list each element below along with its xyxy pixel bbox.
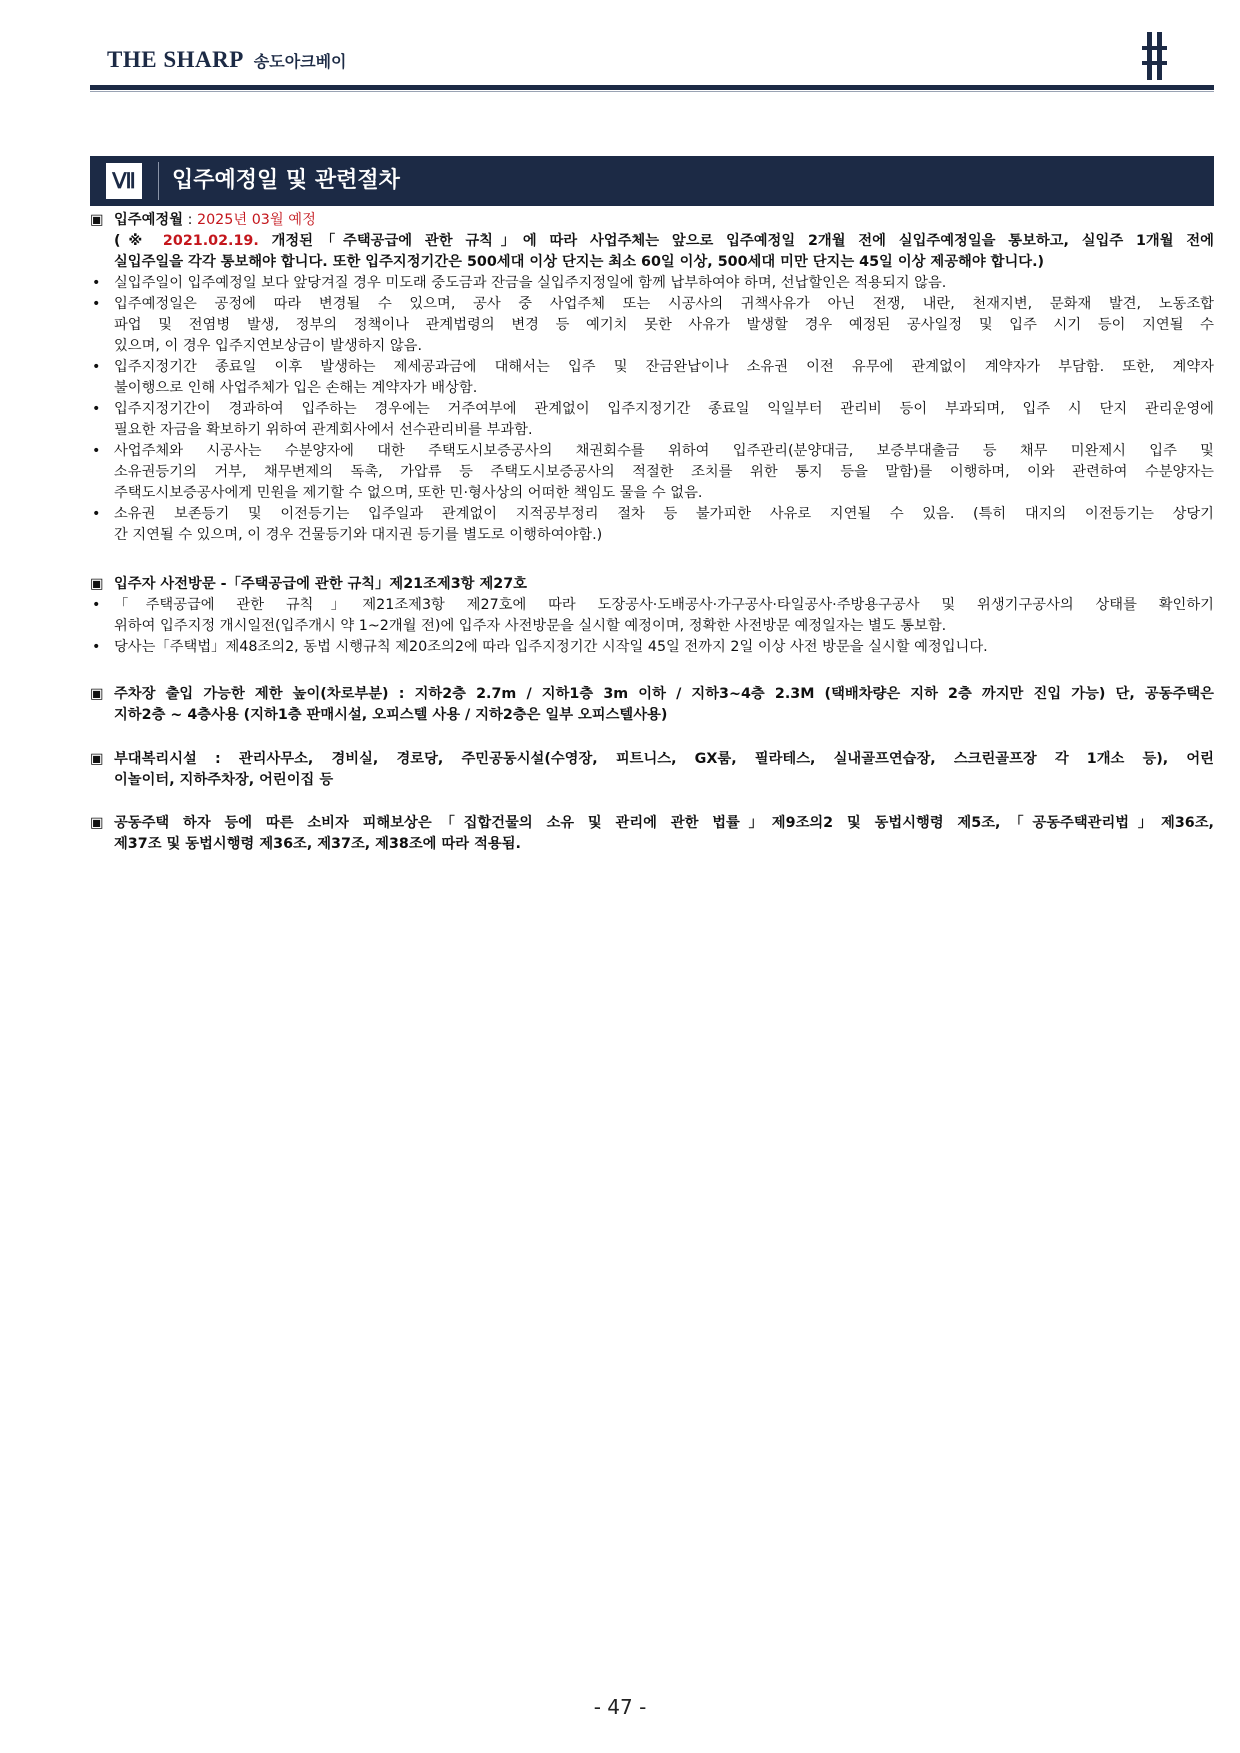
move-in-bullet-list <box>90 273 1214 546</box>
bullet-text: 불이행으로 인해 사업주체가 입은 손해는 계약자가 배상함. <box>114 380 478 396</box>
bullet-text: 사업주체와 시공사는 수분양자에 대한 주택도시보증공사의 채권회수를 위하여 입주관리(분양대금, 보증부대출금 등 채무 미완제시 입주 및 <box>114 443 1214 459</box>
bullet-item-line <box>90 357 1214 378</box>
sharp-logo-icon <box>1134 30 1174 82</box>
header-rule-thin <box>90 91 1214 92</box>
bullet-item-line <box>90 616 1214 637</box>
defects-block <box>90 813 1214 855</box>
bullet-item-line <box>90 462 1214 483</box>
bullet-item-line <box>90 378 1214 399</box>
note-open: (※ <box>114 233 163 249</box>
bullet-item-line <box>90 595 1214 616</box>
section-divider <box>158 162 159 200</box>
parking-line-1 <box>90 684 1214 705</box>
parking-text-1: 주차장 출입 가능한 제한 높이(차로부분) : 지하2층 2.7m / 지하1층 3m 이하 / 지하3~4층 2.3M (택배차량은 지하 2층 까지만 진입 가능) 단, 공동주택은 <box>114 686 1214 702</box>
move-in-label: 입주예정월 <box>114 212 184 228</box>
bullet-icon: • <box>92 597 101 613</box>
bullet-text: 입주지정기간이 경과하여 입주하는 경우에는 거주여부에 관계없이 입주지정기간 종료일 익일부터 관리비 등이 부과되며, 입주 시 단지 관리운영에 <box>114 401 1214 417</box>
section-mark-icon: ▣ <box>90 751 104 767</box>
bullet-item-line <box>90 336 1214 357</box>
facilities-block <box>90 749 1214 791</box>
note-line-2-text: 실입주일을 각각 통보해야 합니다. 또한 입주지정기간은 500세대 이상 단지는 최소 60일 이상, 500세대 미만 단지는 45일 이상 제공해야 합니다.) <box>114 254 1045 270</box>
section-title-bar <box>90 156 1214 206</box>
bullet-text: 있으며, 이 경우 입주지연보상금이 발생하지 않음. <box>114 338 423 354</box>
bullet-text: 위하여 입주지정 개시일전(입주개시 약 1~2개월 전)에 입주자 사전방문을 실시할 예정이며, 정확한 사전방문 예정일자는 별도 통보함. <box>114 618 947 634</box>
pre-visit-heading: 입주자 사전방문 -「주택공급에 관한 규칙」제21조제3항 제27호 <box>114 576 527 592</box>
bullet-icon: • <box>92 506 101 522</box>
section-title: 입주예정일 및 관련절차 <box>172 168 400 193</box>
move-in-value: 2025년 03월 예정 <box>196 212 316 228</box>
parking-line-2 <box>90 705 1214 726</box>
bullet-text: 「주택공급에 관한 규칙」제21조제3항 제27호에 따라 도장공사·도배공사·가구공사·타일공사·주방용구공사 및 위생기구공사의 상태를 확인하기 <box>114 597 1214 613</box>
header-rule <box>90 85 1214 90</box>
bullet-item-line <box>90 273 1214 294</box>
bullet-text: 주택도시보증공사에게 민원을 제기할 수 없으며, 또한 민·형사상의 어떠한 책임도 물을 수 없음. <box>114 485 703 501</box>
bullet-item-line <box>90 637 1214 658</box>
bullet-text: 실입주일이 입주예정일 보다 앞당겨질 경우 미도래 중도금과 잔금을 실입주지정일에 함께 납부하여야 하며, 선납할인은 적용되지 않음. <box>114 275 947 291</box>
bullet-item-line <box>90 483 1214 504</box>
pre-visit-bullet-list <box>90 595 1214 658</box>
bullet-item-line <box>90 420 1214 441</box>
section-mark-icon: ▣ <box>90 212 104 228</box>
section-mark-icon: ▣ <box>90 686 104 702</box>
facilities-line-1 <box>90 749 1214 770</box>
defects-line-2 <box>90 834 1214 855</box>
bullet-item-line <box>90 504 1214 525</box>
pre-visit-heading-line <box>90 574 1214 595</box>
bullet-item-line <box>90 441 1214 462</box>
defects-text-1: 공동주택 하자 등에 따른 소비자 피해보상은「집합건물의 소유 및 관리에 관한 법률」제9조의2 및 동법시행령 제5조,「공동주택관리법」제36조, <box>114 815 1214 831</box>
bullet-icon: • <box>92 443 101 459</box>
brand-logo <box>107 47 347 77</box>
bullet-text: 필요한 자금을 확보하기 위하여 관계회사에서 선수관리비를 부과함. <box>114 422 533 438</box>
bullet-text: 간 지연될 수 있으며, 이 경우 건물등기와 대지권 등기를 별도로 이행하여야함.) <box>114 527 603 543</box>
bullet-text: 입주지정기간 종료일 이후 발생하는 제세공과금에 대해서는 입주 및 잔금완납이나 소유권 이전 유무에 관계없이 계약자가 부담함. 또한, 계약자 <box>114 359 1214 375</box>
parking-text-2: 지하2층 ~ 4층사용 (지하1층 판매시설, 오피스텔 사용 / 지하2층은 일부 오피스텔사용) <box>114 707 668 723</box>
move-in-line <box>90 210 1214 231</box>
move-in-note-line-1 <box>90 231 1214 252</box>
bullet-icon: • <box>92 401 101 417</box>
section-number: Ⅶ <box>106 163 142 199</box>
note-line-1-text: 개정된「주택공급에 관한 규칙」에 따라 사업주체는 앞으로 입주예정일 2개월 전에 실입주예정일을 통보하고, 실입주 1개월 전에 <box>258 233 1214 249</box>
move-in-block <box>90 210 1214 546</box>
bullet-item-line <box>90 315 1214 336</box>
parking-block <box>90 684 1214 726</box>
bullet-icon: • <box>92 639 101 655</box>
brand-subtitle: 송도아크베이 <box>253 52 347 71</box>
move-in-note-line-2 <box>90 252 1214 273</box>
section-mark-icon: ▣ <box>90 576 104 592</box>
facilities-line-2 <box>90 770 1214 791</box>
bullet-icon: • <box>92 275 101 291</box>
bullet-text: 소유권등기의 거부, 채무변제의 독촉, 가압류 등 주택도시보증공사의 적절한 조치를 위한 통지 등을 말함)를 이행하며, 이와 관련하여 수분양자는 <box>114 464 1214 480</box>
note-date: 2021.02.19. <box>162 233 259 249</box>
section-mark-icon: ▣ <box>90 815 104 831</box>
facilities-text-1: 부대복리시설 : 관리사무소, 경비실, 경로당, 주민공동시설(수영장, 피트니스, GX룸, 필라테스, 실내골프연습장, 스크린골프장 각 1개소 등), 어린 <box>114 751 1214 767</box>
brand-name: THE SHARP <box>107 47 244 72</box>
bullet-text: 당사는「주택법」제48조의2, 동법 시행규칙 제20조의2에 따라 입주지정기간 시작일 45일 전까지 2일 이상 사전 방문을 실시할 예정입니다. <box>114 639 988 655</box>
bullet-text: 입주예정일은 공정에 따라 변경될 수 있으며, 공사 중 사업주체 또는 시공사의 귀책사유가 아닌 전쟁, 내란, 천재지변, 문화재 발견, 노동조합 <box>114 296 1214 312</box>
pre-visit-block <box>90 574 1214 658</box>
bullet-icon: • <box>92 359 101 375</box>
bullet-text: 파업 및 전염병 발생, 정부의 정책이나 관계법령의 변경 등 예기치 못한 사유가 발생할 경우 예정된 공사일정 및 입주 시기 등이 지연될 수 <box>114 317 1214 333</box>
bullet-item-line <box>90 294 1214 315</box>
bullet-icon: • <box>92 296 101 312</box>
defects-text-2: 제37조 및 동법시행령 제36조, 제37조, 제38조에 따라 적용됨. <box>114 836 521 852</box>
bullet-text: 소유권 보존등기 및 이전등기는 입주일과 관계없이 지적공부정리 절차 등 불가피한 사유로 지연될 수 있음. (특히 대지의 이전등기는 상당기 <box>114 506 1214 522</box>
page-number: - 47 - <box>593 1695 647 1719</box>
move-in-colon: : <box>183 212 197 228</box>
bullet-item-line <box>90 399 1214 420</box>
bullet-item-line <box>90 525 1214 546</box>
facilities-text-2: 이놀이터, 지하주차장, 어린이집 등 <box>114 772 334 788</box>
defects-line-1 <box>90 813 1214 834</box>
